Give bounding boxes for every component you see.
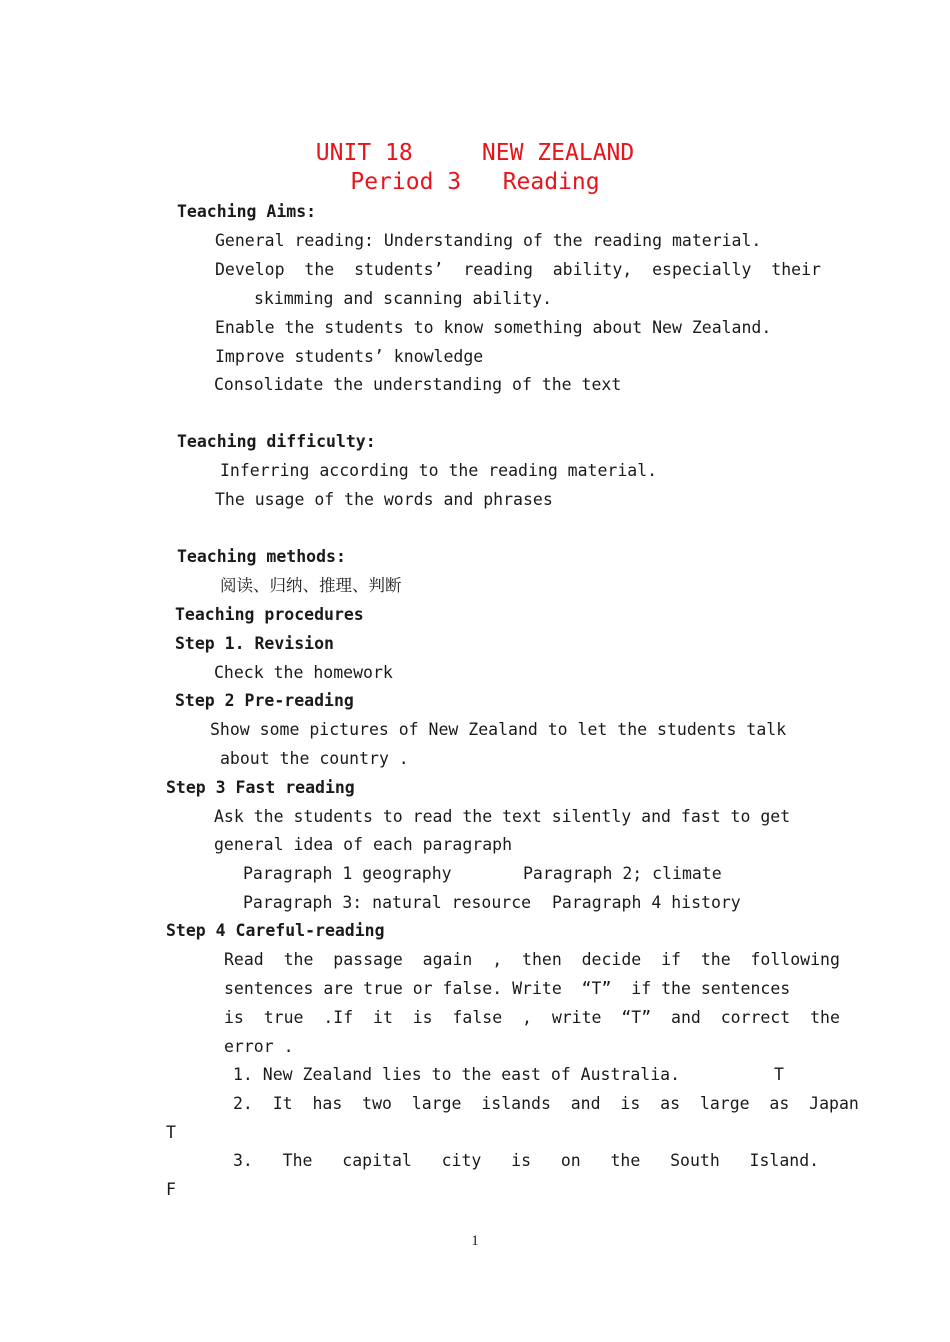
aim-item: skimming and scanning ability. [254, 289, 553, 308]
teaching-methods-text: 阅读、归纳、推理、判断 [220, 576, 402, 595]
aim-item: General reading: Understanding of the reading material. [215, 231, 762, 250]
difficulty-item: Inferring according to the reading material. [220, 461, 658, 480]
tf-answer: T [166, 1123, 176, 1142]
teaching-difficulty-heading: Teaching difficulty: [177, 432, 376, 451]
tf-answer: T [774, 1065, 784, 1084]
step2-text: about the country . [220, 749, 409, 768]
paragraph-topic: Paragraph 1 geography [243, 864, 452, 883]
step3-title: Step 3 Fast reading [166, 778, 355, 797]
tf-item: 3. The capital city is on the South Island. [233, 1151, 820, 1170]
step2-text: Show some pictures of New Zealand to let the students talk [210, 720, 787, 739]
page-number: 1 [471, 1233, 479, 1249]
aim-item: Improve students’ knowledge [215, 347, 484, 366]
step4-intro: sentences are true or false. Write “T” if the sentences [224, 979, 791, 998]
step4-intro: error . [224, 1037, 294, 1056]
step4-intro: Read the passage again , then decide if the following [224, 950, 840, 969]
tf-answer: F [166, 1180, 176, 1199]
step2-title: Step 2 Pre-reading [175, 691, 354, 710]
document-subtitle: Period 3 Reading [350, 169, 600, 195]
paragraph-topic: Paragraph 3: natural resource [243, 893, 532, 912]
step1-title: Step 1. Revision [175, 634, 334, 653]
tf-item: 1. New Zealand lies to the east of Australia. [233, 1065, 681, 1084]
aim-item: Enable the students to know something about New Zealand. [215, 318, 772, 337]
aim-item: Develop the students’ reading ability, especially their [215, 260, 821, 279]
step3-text: Ask the students to read the text silently and fast to get [214, 807, 791, 826]
step1-text: Check the homework [214, 663, 393, 682]
paragraph-topic: Paragraph 4 history [552, 893, 741, 912]
aim-item: Consolidate the understanding of the text [214, 375, 622, 394]
step4-intro: is true .If it is false , write “T” and correct the [224, 1008, 840, 1027]
step3-text: general idea of each paragraph [214, 835, 513, 854]
difficulty-item: The usage of the words and phrases [215, 490, 553, 509]
teaching-aims-heading: Teaching Aims: [177, 202, 317, 221]
step4-title: Step 4 Careful-reading [166, 921, 385, 940]
document-title: UNIT 18 NEW ZEALAND [315, 140, 635, 166]
paragraph-topic: Paragraph 2; climate [523, 864, 722, 883]
teaching-methods-heading: Teaching methods: [177, 547, 346, 566]
teaching-procedures-heading: Teaching procedures [175, 605, 364, 624]
tf-item: 2. It has two large islands and is as large as Japan [233, 1094, 859, 1113]
